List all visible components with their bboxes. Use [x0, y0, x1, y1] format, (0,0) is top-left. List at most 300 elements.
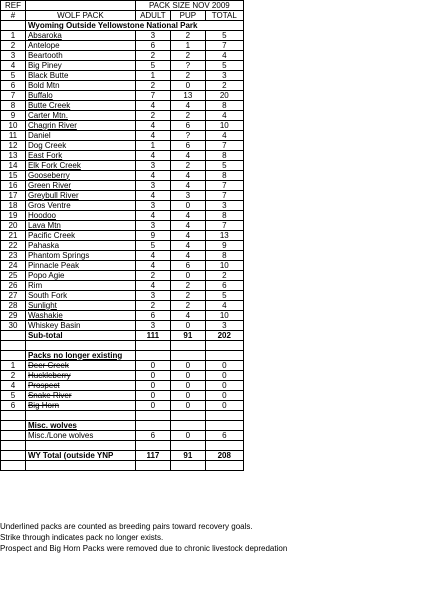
- total-count: 0: [205, 361, 243, 371]
- adult-count: 9: [135, 231, 170, 241]
- total-count: 8: [205, 101, 243, 111]
- adult-count: 4: [135, 131, 170, 141]
- adult-count: 4: [135, 191, 170, 201]
- empty-cell: [1, 451, 26, 461]
- pack-ref: 23: [1, 251, 26, 261]
- adult-count: 4: [135, 171, 170, 181]
- spacer: [243, 461, 425, 471]
- pack-ref: 8: [1, 101, 26, 111]
- pack-name: Carter Mtn.: [25, 111, 135, 121]
- empty-cell: [170, 421, 205, 431]
- subtotal-total: 202: [205, 331, 243, 341]
- pack-ref: 4: [1, 381, 26, 391]
- spacer: [243, 141, 425, 151]
- adult-count: 2: [135, 51, 170, 61]
- adult-count: 3: [135, 201, 170, 211]
- pack-ref: 30: [1, 321, 26, 331]
- total-count: 7: [205, 181, 243, 191]
- empty-cell: [205, 461, 243, 471]
- section-row: [1, 421, 426, 431]
- empty-cell: [25, 461, 135, 471]
- pack-ref: 18: [1, 201, 26, 211]
- pack-name: Phantom Springs: [25, 251, 135, 261]
- total-count: 2: [205, 271, 243, 281]
- pack-name: Beartooth: [25, 51, 135, 61]
- title-row: [1, 1, 426, 11]
- pack-ref: 10: [1, 121, 26, 131]
- total-count: 4: [205, 131, 243, 141]
- ref-header: REF: [1, 1, 26, 11]
- adult-count: 3: [135, 161, 170, 171]
- pup-count: 4: [170, 231, 205, 241]
- pup-count: 0: [170, 391, 205, 401]
- pack-name: Black Butte: [25, 71, 135, 81]
- adult-count: 4: [135, 121, 170, 131]
- pack-name: Greybull River: [25, 191, 135, 201]
- pack-ref: 6: [1, 401, 26, 411]
- pup-count: 2: [170, 281, 205, 291]
- adult-count: 4: [135, 251, 170, 261]
- adult-count: 2: [135, 301, 170, 311]
- spacer: [243, 371, 425, 381]
- adult-count: 2: [135, 81, 170, 91]
- adult-count: 5: [135, 61, 170, 71]
- pack-row: [1, 81, 426, 91]
- pack-name: Absaroka: [25, 31, 135, 41]
- wy-total-pup: 91: [170, 451, 205, 461]
- pack-row: [1, 31, 426, 41]
- empty-cell: [170, 341, 205, 351]
- spacer: [243, 361, 425, 371]
- pup-count: 0: [170, 431, 205, 441]
- pup-count: 6: [170, 141, 205, 151]
- pack-ref: 21: [1, 231, 26, 241]
- pup-count: 0: [170, 371, 205, 381]
- pack-ref: 26: [1, 281, 26, 291]
- empty-cell: [25, 441, 135, 451]
- pack-ref: 14: [1, 161, 26, 171]
- spacer: [243, 291, 425, 301]
- pup-count: 0: [170, 201, 205, 211]
- spacer: [243, 401, 425, 411]
- adult-count: 3: [135, 31, 170, 41]
- pup-header: PUP: [170, 11, 205, 21]
- pack-row: [1, 91, 426, 101]
- pack-ref: 5: [1, 71, 26, 81]
- pack-row: [1, 211, 426, 221]
- pack-name: Pahaska: [25, 241, 135, 251]
- empty-cell: [135, 421, 170, 431]
- footnote-removed: Prospect and Big Horn Packs were removed due to chronic livestock depredation: [0, 544, 288, 553]
- total-count: 0: [205, 401, 243, 411]
- pup-count: 2: [170, 161, 205, 171]
- gone-pack-row: [1, 371, 426, 381]
- pack-ref: 1: [1, 361, 26, 371]
- pack-row: [1, 301, 426, 311]
- adult-count: 6: [135, 431, 170, 441]
- pup-count: ?: [170, 131, 205, 141]
- adult-count: 3: [135, 321, 170, 331]
- adult-count: 4: [135, 281, 170, 291]
- total-count: 10: [205, 261, 243, 271]
- pack-name: Gooseberry: [25, 171, 135, 181]
- total-count: 6: [205, 431, 243, 441]
- empty-cell: [135, 461, 170, 471]
- adult-count: 3: [135, 221, 170, 231]
- blank-row: [1, 461, 426, 471]
- empty-cell: [25, 411, 135, 421]
- pack-name: Green River: [25, 181, 135, 191]
- section-row: [1, 21, 426, 31]
- pack-ref: 4: [1, 61, 26, 71]
- pack-name: Rim: [25, 281, 135, 291]
- empty-cell: [1, 441, 26, 451]
- total-count: 5: [205, 291, 243, 301]
- total-count: 7: [205, 41, 243, 51]
- pack-name: Dog Creek: [25, 141, 135, 151]
- empty-cell: [205, 441, 243, 451]
- empty-cell: [170, 441, 205, 451]
- pup-count: 0: [170, 401, 205, 411]
- spacer: [243, 271, 425, 281]
- footnotes: [0, 521, 287, 554]
- pup-count: 3: [170, 191, 205, 201]
- pack-row: [1, 121, 426, 131]
- pack-name: Antelope: [25, 41, 135, 51]
- pack-ref: 1: [1, 31, 26, 41]
- total-count: 4: [205, 111, 243, 121]
- pack-name: Snake River: [25, 391, 135, 401]
- pack-name: Elk Fork Creek: [25, 161, 135, 171]
- pup-count: 6: [170, 261, 205, 271]
- pack-row: [1, 311, 426, 321]
- empty-cell: [1, 351, 26, 361]
- spacer: [243, 161, 425, 171]
- misc-name: Misc./Lone wolves: [25, 431, 135, 441]
- total-count: 2: [205, 81, 243, 91]
- total-count: 3: [205, 71, 243, 81]
- pack-name: Pinnacle Peak: [25, 261, 135, 271]
- pack-name: South Fork: [25, 291, 135, 301]
- pup-count: 4: [170, 311, 205, 321]
- section-row: [1, 351, 426, 361]
- wolf-pack-header: WOLF PACK: [25, 11, 135, 21]
- gone-pack-row: [1, 401, 426, 411]
- spacer: [243, 81, 425, 91]
- adult-count: 5: [135, 241, 170, 251]
- pack-ref: 2: [1, 41, 26, 51]
- total-count: 9: [205, 241, 243, 251]
- total-count: 5: [205, 61, 243, 71]
- empty-cell: [170, 411, 205, 421]
- spacer: [243, 251, 425, 261]
- section-title-gone: Packs no longer existing: [25, 351, 135, 361]
- spacer: [243, 111, 425, 121]
- empty-cell: [135, 341, 170, 351]
- pack-name: Deer Creek: [25, 361, 135, 371]
- pack-row: [1, 191, 426, 201]
- pack-name: East Fork: [25, 151, 135, 161]
- pack-ref: 19: [1, 211, 26, 221]
- spacer: [243, 231, 425, 241]
- subtotal-adult: 111: [135, 331, 170, 341]
- pack-row: [1, 201, 426, 211]
- pack-name: Washakie: [25, 311, 135, 321]
- adult-count: 4: [135, 211, 170, 221]
- spacer: [243, 201, 425, 211]
- empty-cell: [1, 411, 26, 421]
- total-count: 7: [205, 221, 243, 231]
- total-count: 0: [205, 381, 243, 391]
- pup-count: 2: [170, 301, 205, 311]
- pup-count: 0: [170, 361, 205, 371]
- total-count: 6: [205, 281, 243, 291]
- adult-count: 2: [135, 271, 170, 281]
- pack-ref: 17: [1, 191, 26, 201]
- pack-name: Big Piney: [25, 61, 135, 71]
- pack-name: Big Horn: [25, 401, 135, 411]
- subtotal-pup: 91: [170, 331, 205, 341]
- pack-row: [1, 101, 426, 111]
- pup-count: 4: [170, 151, 205, 161]
- empty-cell: [170, 461, 205, 471]
- adult-count: 0: [135, 381, 170, 391]
- pup-count: 2: [170, 71, 205, 81]
- empty-cell: [135, 411, 170, 421]
- spacer: [243, 51, 425, 61]
- pack-row: [1, 111, 426, 121]
- spacer: [243, 391, 425, 401]
- adult-count: 4: [135, 261, 170, 271]
- pup-count: 2: [170, 31, 205, 41]
- pack-ref: 15: [1, 171, 26, 181]
- pack-name: Sunlight: [25, 301, 135, 311]
- total-count: 5: [205, 31, 243, 41]
- pack-name: Popo Agie: [25, 271, 135, 281]
- adult-count: 7: [135, 91, 170, 101]
- pack-name: Butte Creek: [25, 101, 135, 111]
- spacer: [243, 181, 425, 191]
- adult-count: 0: [135, 401, 170, 411]
- pack-row: [1, 321, 426, 331]
- pup-count: 4: [170, 181, 205, 191]
- spacer: [243, 171, 425, 181]
- section-title-misc: Misc. wolves: [25, 421, 135, 431]
- pup-count: 4: [170, 241, 205, 251]
- pack-ref: 5: [1, 391, 26, 401]
- spacer: [243, 121, 425, 131]
- adult-count: 0: [135, 391, 170, 401]
- total-count: 3: [205, 321, 243, 331]
- pack-ref: 16: [1, 181, 26, 191]
- empty-cell: [1, 431, 26, 441]
- pack-row: [1, 221, 426, 231]
- spacer: [243, 91, 425, 101]
- pack-ref: 22: [1, 241, 26, 251]
- empty-cell: [205, 341, 243, 351]
- spacer: [243, 301, 425, 311]
- spacer: [243, 411, 425, 421]
- empty-cell: [1, 461, 26, 471]
- pack-row: [1, 281, 426, 291]
- pack-name: Huckleberry: [25, 371, 135, 381]
- spacer: [243, 431, 425, 441]
- pack-ref: 6: [1, 81, 26, 91]
- spacer: [243, 321, 425, 331]
- total-count: 13: [205, 231, 243, 241]
- empty-cell: [170, 351, 205, 361]
- pack-ref: 12: [1, 141, 26, 151]
- spacer: [243, 281, 425, 291]
- pack-ref: 24: [1, 261, 26, 271]
- wy-total-label: WY Total (outside YNP: [25, 451, 135, 461]
- pack-row: [1, 131, 426, 141]
- pack-ref: 9: [1, 111, 26, 121]
- pack-ref: 20: [1, 221, 26, 231]
- total-count: 10: [205, 311, 243, 321]
- pack-row: [1, 231, 426, 241]
- total-count: 20: [205, 91, 243, 101]
- pack-row: [1, 51, 426, 61]
- pack-ref: 2: [1, 371, 26, 381]
- spacer: [243, 311, 425, 321]
- total-count: 4: [205, 301, 243, 311]
- pup-count: 2: [170, 51, 205, 61]
- adult-count: 1: [135, 71, 170, 81]
- pup-count: 0: [170, 321, 205, 331]
- spacer: [243, 191, 425, 201]
- empty-cell: [25, 341, 135, 351]
- empty-cell: [1, 331, 26, 341]
- spacer: [243, 61, 425, 71]
- pup-count: 6: [170, 121, 205, 131]
- pup-count: 4: [170, 171, 205, 181]
- pup-count: 13: [170, 91, 205, 101]
- spacer: [243, 221, 425, 231]
- adult-count: 0: [135, 371, 170, 381]
- spacer: [243, 351, 425, 361]
- misc-row: [1, 431, 426, 441]
- pack-row: [1, 181, 426, 191]
- total-count: 7: [205, 141, 243, 151]
- pack-name: Hoodoo: [25, 211, 135, 221]
- pack-row: [1, 241, 426, 251]
- pack-ref: 29: [1, 311, 26, 321]
- total-count: 7: [205, 191, 243, 201]
- pack-name: Prospect: [25, 381, 135, 391]
- spacer: [243, 151, 425, 161]
- blank-row: [1, 341, 426, 351]
- adult-header: ADULT: [135, 11, 170, 21]
- pack-name: Buffalo: [25, 91, 135, 101]
- total-count: 8: [205, 251, 243, 261]
- pack-name: Chagrin River: [25, 121, 135, 131]
- pup-count: 4: [170, 251, 205, 261]
- empty-cell: [205, 411, 243, 421]
- pup-count: 2: [170, 111, 205, 121]
- spacer: [243, 41, 425, 51]
- adult-count: 4: [135, 151, 170, 161]
- pack-row: [1, 141, 426, 151]
- footnote-underline: Underlined packs are counted as breeding pairs toward recovery goals.: [0, 522, 253, 531]
- pup-count: 4: [170, 211, 205, 221]
- adult-count: 3: [135, 291, 170, 301]
- total-count: 3: [205, 201, 243, 211]
- pack-row: [1, 261, 426, 271]
- adult-count: 4: [135, 101, 170, 111]
- pack-row: [1, 171, 426, 181]
- subtotal-row: [1, 331, 426, 341]
- spacer: [243, 381, 425, 391]
- pack-row: [1, 151, 426, 161]
- empty-cell: [205, 351, 243, 361]
- spacer: [243, 31, 425, 41]
- spacer: [243, 211, 425, 221]
- blank-row: [1, 441, 426, 451]
- pack-name: Lava Mtn: [25, 221, 135, 231]
- wy-total-row: [1, 451, 426, 461]
- blank-row: [1, 411, 426, 421]
- subtotal-label: Sub-total: [25, 331, 135, 341]
- total-count: 8: [205, 171, 243, 181]
- wy-total-adult: 117: [135, 451, 170, 461]
- total-count: 4: [205, 51, 243, 61]
- pack-row: [1, 271, 426, 281]
- spacer: [243, 451, 425, 461]
- spacer: [243, 101, 425, 111]
- pup-count: 1: [170, 41, 205, 51]
- adult-count: 1: [135, 141, 170, 151]
- total-count: 8: [205, 151, 243, 161]
- spacer: [243, 341, 425, 351]
- pack-row: [1, 61, 426, 71]
- pup-count: 0: [170, 381, 205, 391]
- adult-count: 6: [135, 311, 170, 321]
- empty-cell: [205, 421, 243, 431]
- adult-count: 0: [135, 361, 170, 371]
- empty-cell: [1, 341, 26, 351]
- pack-name: Whiskey Basin: [25, 321, 135, 331]
- pup-count: 4: [170, 101, 205, 111]
- pack-row: [1, 41, 426, 51]
- pack-row: [1, 161, 426, 171]
- pack-row: [1, 71, 426, 81]
- pack-ref: 13: [1, 151, 26, 161]
- footnote-strike: Strike through indicates pack no longer exists.: [0, 533, 164, 542]
- total-count: 0: [205, 391, 243, 401]
- spacer: [243, 441, 425, 451]
- adult-count: 6: [135, 41, 170, 51]
- total-header: TOTAL: [205, 11, 243, 21]
- empty-cell: [1, 421, 26, 431]
- pack-ref: 7: [1, 91, 26, 101]
- pack-name: Gros Ventre: [25, 201, 135, 211]
- pup-count: 2: [170, 291, 205, 301]
- total-count: 5: [205, 161, 243, 171]
- pack-ref: 25: [1, 271, 26, 281]
- section-title-wyoming: Wyoming Outside Yellowstone National Park: [25, 21, 243, 31]
- pack-name: Daniel: [25, 131, 135, 141]
- gone-pack-row: [1, 361, 426, 371]
- pup-count: ?: [170, 61, 205, 71]
- pack-name: Pacific Creek: [25, 231, 135, 241]
- total-count: 8: [205, 211, 243, 221]
- pack-row: [1, 291, 426, 301]
- spacer: [243, 131, 425, 141]
- gone-pack-row: [1, 391, 426, 401]
- pup-count: 0: [170, 271, 205, 281]
- spacer: [243, 261, 425, 271]
